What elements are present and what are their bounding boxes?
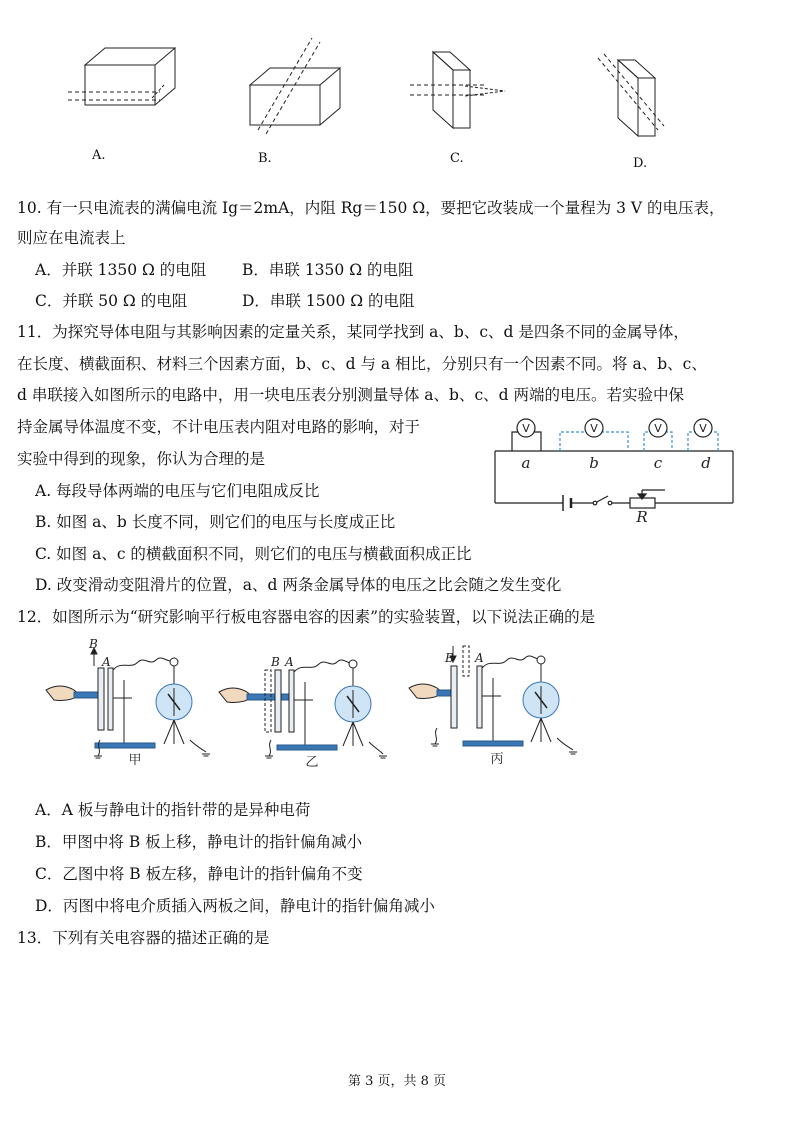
yi-plate-a-label: A (285, 655, 294, 669)
bing-caption: 丙 (490, 752, 504, 767)
q11-option-d: D. 改变滑动变阻滑片的位置，a、d 两条金属导体的电压之比会随之发生变化 (35, 576, 562, 594)
q10-option-d: D．串联 1500 Ω 的电阻 (242, 292, 415, 310)
segment-label-c: c (653, 454, 663, 472)
q9-figure-a (60, 40, 170, 140)
q10-option-b: B．串联 1350 Ω 的电阻 (242, 261, 414, 279)
q12-figure-yi (215, 640, 395, 770)
q12-stem: 12．如图所示为“研究影响平行板电容器电容的因素”的实验装置，以下说法正确的是 (17, 608, 596, 626)
q11-stem-line2: 在长度、横截面积、材料三个因素方面，b、c、d 与 a 相比，分别只有一个因素不同。将 a、b、c、 (17, 355, 707, 373)
q9-label-c: C. (450, 151, 464, 166)
q10-stem-line1: 10. 有一只电流表的满偏电流 Ig＝2mA，内阻 Rg＝150 Ω，要把它改装成一个量程为 3 V 的电压表， (17, 199, 725, 217)
q12-option-d: D．丙图中将电介质插入两板之间，静电计的指针偏角减小 (35, 897, 435, 915)
q9-label-d: D. (633, 156, 648, 171)
q10-option-c: C．并联 50 Ω 的电阻 (35, 292, 188, 310)
voltmeter-a-symbol: V (522, 422, 530, 435)
segment-label-d: d (701, 454, 711, 472)
q10-option-a: A．并联 1350 Ω 的电阻 (35, 261, 207, 279)
q9-figure-b (240, 30, 350, 140)
q9-figure-c (405, 30, 515, 140)
q11-stem-line4: 持金属导体温度不变，不计电压表内阻对电路的影响，对于 (17, 418, 421, 436)
q9-label-b: B. (258, 151, 272, 166)
q10-stem-line2: 则应在电流表上 (17, 229, 126, 247)
segment-label-a: a (521, 454, 531, 472)
q9-figure-d (590, 40, 700, 150)
q11-stem-line5: 实验中得到的现象，你认为合理的是 (17, 450, 266, 468)
q11-stem-line3: d 串联接入如图所示的电路中，用一块电压表分别测量导体 a、b、c、d 两端的电压。若实验中保 (17, 386, 684, 404)
jia-plate-a-label: A (102, 655, 111, 669)
q11-option-c: C. 如图 a、c 的横截面积不同，则它们的电压与横截面积成正比 (35, 545, 472, 563)
segment-label-b: b (589, 454, 599, 472)
q11-circuit-diagram (490, 410, 740, 525)
voltmeter-d-symbol: V (699, 422, 707, 435)
rheostat-label: R (636, 508, 648, 526)
q12-option-b: B．甲图中将 B 板上移，静电计的指针偏角减小 (35, 833, 363, 851)
q11-stem-line1: 11．为探究导体电阻与其影响因素的定量关系，某同学找到 a、b、c、d 是四条不同的金属导体， (17, 323, 689, 341)
q12-option-a: A．A 板与静电计的指针带的是异种电荷 (35, 801, 311, 819)
q12-option-c: C．乙图中将 B 板左移，静电计的指针偏角不变 (35, 865, 363, 883)
q12-figure-jia (40, 637, 220, 768)
bing-plate-a-label: A (475, 651, 484, 665)
q12-figure-bing (405, 638, 590, 765)
jia-plate-b-label: B (89, 637, 98, 651)
yi-caption: 乙 (305, 755, 319, 770)
q11-option-a: A. 每段导体两端的电压与它们电阻成反比 (35, 482, 320, 500)
bing-plate-b-label: B (445, 651, 454, 665)
jia-caption: 甲 (128, 753, 142, 768)
q13-stem: 13．下列有关电容器的描述正确的是 (17, 929, 270, 947)
q11-option-b: B. 如图 a、b 长度不同，则它们的电压与长度成正比 (35, 513, 396, 531)
page-footer: 第 3 页，共 8 页 (347, 1074, 447, 1089)
voltmeter-b-symbol: V (590, 422, 598, 435)
voltmeter-c-symbol: V (654, 422, 662, 435)
yi-plate-b-label: B (271, 655, 280, 669)
q9-label-a: A. (92, 148, 106, 163)
